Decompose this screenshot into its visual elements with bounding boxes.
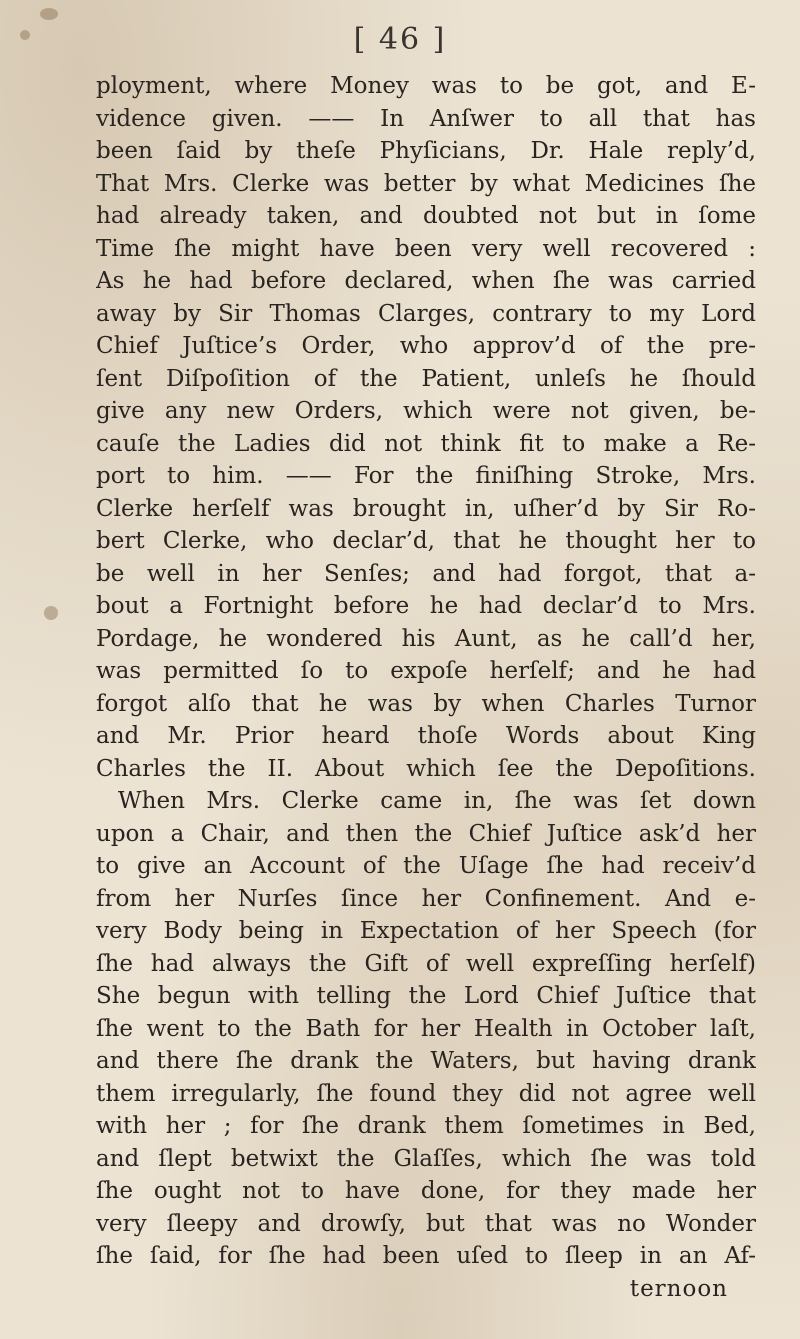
- text-line: had already taken, and doubted not but in ſome: [96, 203, 756, 229]
- text-line: very ſleepy and drowſy, but that was no Wonder: [96, 1210, 756, 1237]
- text-line: away by Sir Thomas Clarges, contrary to my Lord: [96, 300, 756, 327]
- text-line: She begun with telling the Lord Chief Juſtice that: [96, 983, 756, 1009]
- text-line: When Mrs. Clerke came in, ſhe was ſet down: [118, 788, 756, 814]
- text-line: give any new Orders, which were not given, be-: [96, 398, 756, 424]
- text-line: ployment, where Money was to be got, and E-: [96, 73, 756, 99]
- text-line: Clerke herſelf was brought in, uſher’d by Sir Ro-: [96, 495, 756, 522]
- text-line: As he had before declared, when ſhe was carried: [96, 268, 756, 294]
- text-line: Time ſhe might have been very well recovered :: [96, 235, 756, 262]
- text-line: forgot alſo that he was by when Charles Turnor: [96, 690, 756, 717]
- text-line: vidence given. —— In Anſwer to all that has: [96, 105, 756, 132]
- text-line: ſhe had always the Gift of well expreſſing herſelf): [96, 950, 756, 977]
- text-line: Pordage, he wondered his Aunt, as he call’d her,: [96, 625, 756, 652]
- text-line: That Mrs. Clerke was better by what Medicines ſhe: [96, 170, 756, 197]
- text-line: and ſlept betwixt the Glaſſes, which ſhe was told: [96, 1145, 756, 1172]
- catchword: ternoon: [629, 1275, 728, 1302]
- body-text: [96, 70, 756, 1305]
- text-line: been ſaid by theſe Phyſicians, Dr. Hale reply’d,: [96, 138, 756, 164]
- text-line: to give an Account of the Uſage ſhe had receiv’d: [96, 853, 756, 879]
- text-line: port to him. —— For the finiſhing Stroke, Mrs.: [96, 463, 756, 489]
- text-line: Charles the II. About which ſee the Depoſitions.: [96, 755, 756, 782]
- text-line: was permitted ſo to expoſe herſelf; and he had: [96, 658, 756, 684]
- text-line: from her Nurſes ſince her Confinement. And e-: [96, 885, 756, 912]
- page-number: [ 46 ]: [353, 22, 447, 57]
- text-line: ſhe ſaid, for ſhe had been uſed to ſleep in an Af-: [96, 1243, 756, 1269]
- text-line: cauſe the Ladies did not think fit to make a Re-: [96, 430, 756, 457]
- text-line: and there ſhe drank the Waters, but having drank: [96, 1048, 756, 1074]
- text-line: and Mr. Prior heard thoſe Words about King: [96, 723, 756, 749]
- ink-stain: [44, 606, 58, 620]
- text-line: Chief Juſtice’s Order, who approv’d of the pre-: [96, 333, 756, 359]
- text-line: bert Clerke, who declar’d, that he thought her to: [96, 528, 756, 554]
- text-line: ſhe went to the Bath for her Health in October laſt,: [96, 1015, 756, 1042]
- text-line: bout a Fortnight before he had declar’d to Mrs.: [96, 593, 756, 619]
- text-line: ſent Diſpoſition of the Patient, unleſs he ſhould: [96, 365, 756, 392]
- text-line: very Body being in Expectation of her Speech (for: [96, 918, 756, 944]
- text-line: ſhe ought not to have done, for they made her: [96, 1178, 756, 1204]
- text-line: with her ; for ſhe drank them ſometimes in Bed,: [96, 1113, 756, 1139]
- text-line: upon a Chair, and then the Chief Juſtice ask’d her: [96, 820, 756, 847]
- text-line: be well in her Senſes; and had forgot, that a-: [96, 560, 756, 587]
- text-line: them irregularly, ſhe found they did not agree well: [96, 1080, 756, 1107]
- ink-stain: [40, 8, 58, 20]
